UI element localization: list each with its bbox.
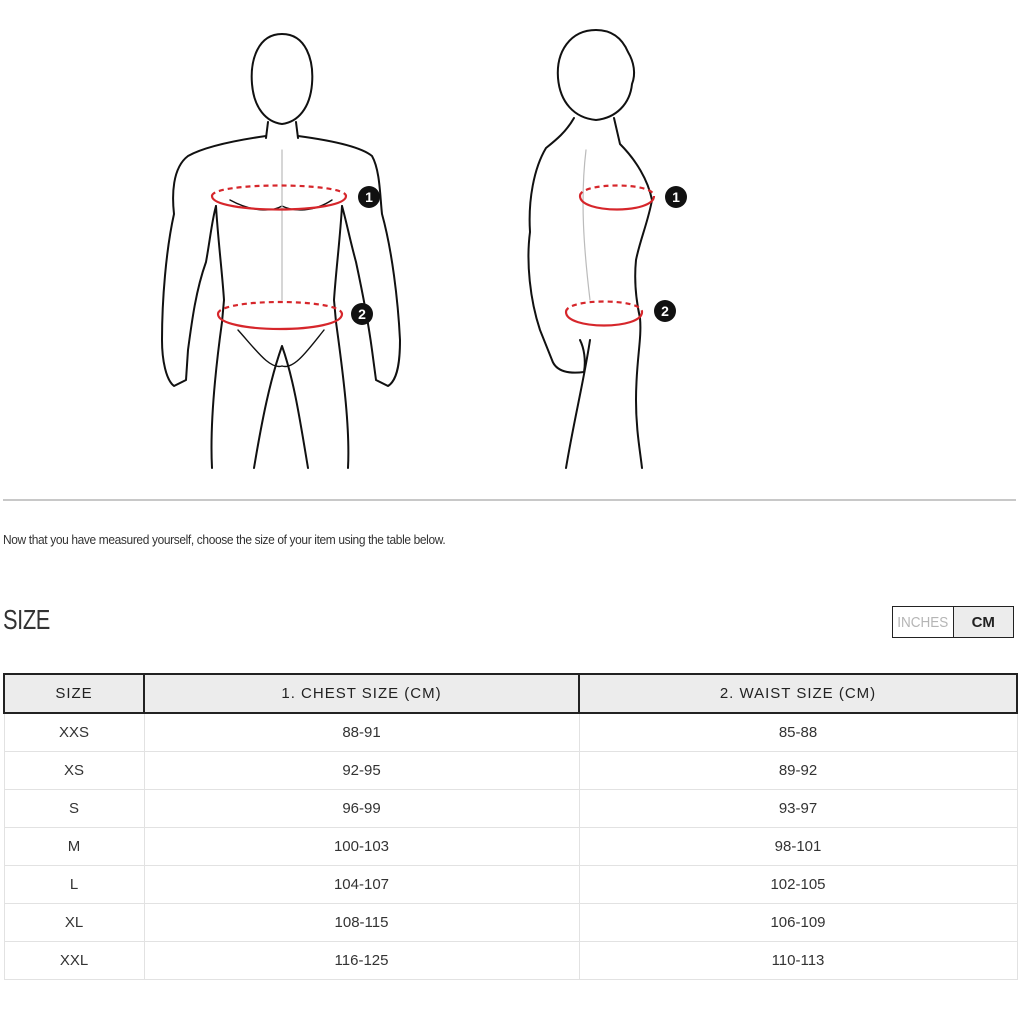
body-figures-svg: [0, 0, 1024, 480]
cell-size: XXS: [4, 713, 144, 752]
cell-size: XXL: [4, 942, 144, 980]
cell-chest: 104-107: [144, 866, 579, 904]
size-section-title: SIZE: [3, 604, 50, 635]
table-row: [4, 752, 1017, 790]
table-row: [4, 713, 1017, 752]
cell-waist: 89-92: [579, 752, 1017, 790]
size-table: [3, 673, 1018, 980]
header-chest-size: 1. CHEST SIZE (CM): [144, 674, 579, 713]
cell-waist: 93-97: [579, 790, 1017, 828]
side-body-figure: [528, 30, 652, 468]
cell-size: S: [4, 790, 144, 828]
table-row: [4, 942, 1017, 980]
cell-waist: 106-109: [579, 904, 1017, 942]
cell-size: XL: [4, 904, 144, 942]
table-row: [4, 866, 1017, 904]
section-divider: [3, 499, 1016, 501]
cell-chest: 116-125: [144, 942, 579, 980]
cell-waist: 98-101: [579, 828, 1017, 866]
cell-chest: 92-95: [144, 752, 579, 790]
cell-waist: 85-88: [579, 713, 1017, 752]
header-size: SIZE: [4, 674, 144, 713]
table-row: [4, 828, 1017, 866]
front-waist-marker-label: 2: [358, 306, 366, 322]
cell-chest: 108-115: [144, 904, 579, 942]
cm-button[interactable]: CM: [953, 607, 1014, 637]
cell-chest: 96-99: [144, 790, 579, 828]
measurement-illustration: [0, 0, 1024, 480]
front-chest-marker-label: 1: [365, 189, 373, 205]
table-row: [4, 790, 1017, 828]
side-chest-line: [580, 186, 654, 197]
cell-waist: 110-113: [579, 942, 1017, 980]
cell-size: M: [4, 828, 144, 866]
inches-button[interactable]: INCHES: [896, 607, 950, 637]
cell-size: L: [4, 866, 144, 904]
table-header-row: [4, 674, 1017, 713]
table-row: [4, 904, 1017, 942]
side-waist-marker-label: 2: [661, 303, 669, 319]
side-waist-line: [566, 302, 642, 313]
unit-toggle: [892, 606, 1014, 638]
intro-text: Now that you have measured yourself, choose the size of your item using the table below.: [3, 532, 446, 547]
front-chest-line: [212, 186, 346, 197]
cell-chest: 88-91: [144, 713, 579, 752]
cell-chest: 100-103: [144, 828, 579, 866]
side-chest-marker-label: 1: [672, 189, 680, 205]
cell-waist: 102-105: [579, 866, 1017, 904]
cell-size: XS: [4, 752, 144, 790]
front-body-figure: [162, 34, 400, 468]
front-waist-line: [218, 302, 342, 314]
header-waist-size: 2. WAIST SIZE (CM): [579, 674, 1017, 713]
